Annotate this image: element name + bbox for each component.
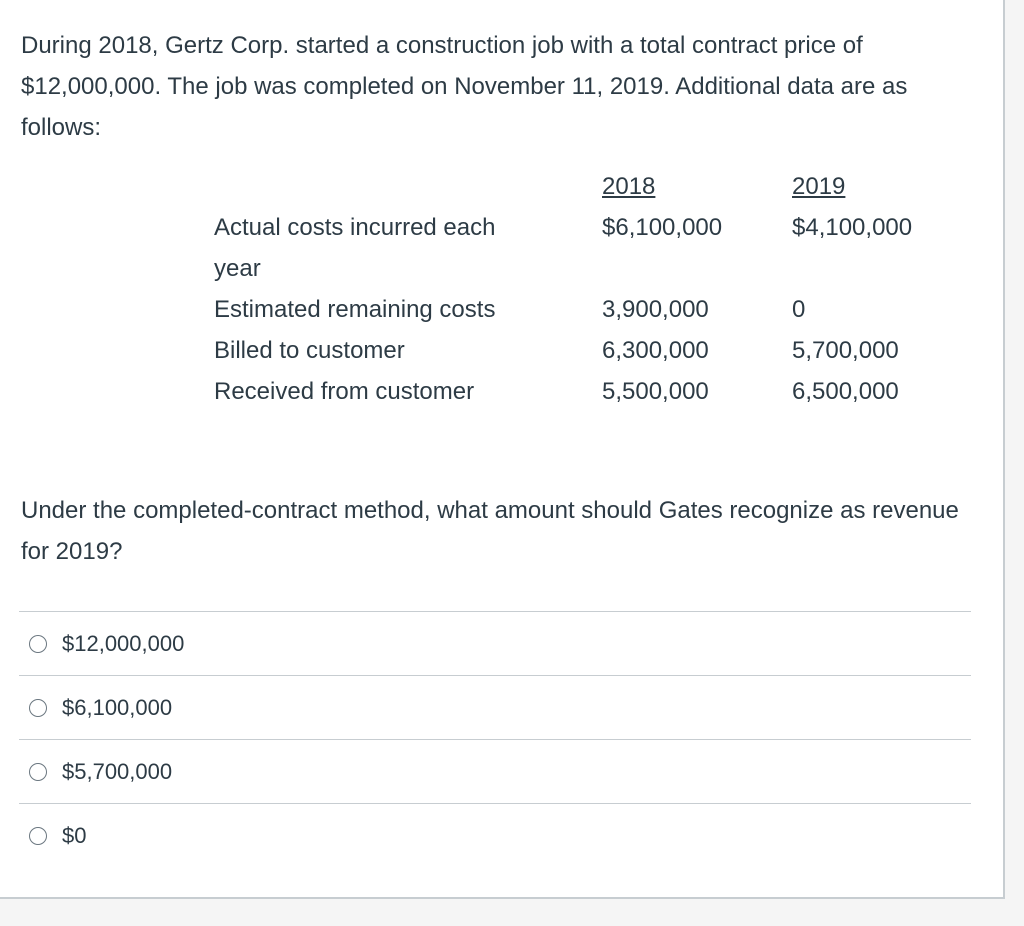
value-2018: 5,500,000 xyxy=(602,378,709,405)
header-2018: 2018 xyxy=(602,173,656,200)
radio-button[interactable] xyxy=(29,763,47,781)
answer-label[interactable]: $6,100,000 xyxy=(62,694,173,720)
data-table xyxy=(208,166,952,412)
answer-list xyxy=(19,611,971,867)
row-label: Billed to customer xyxy=(214,337,405,364)
header-2019: 2019 xyxy=(792,173,846,200)
value-2018: 6,300,000 xyxy=(602,337,709,364)
value-2019: 0 xyxy=(792,296,806,323)
value-2019: 6,500,000 xyxy=(792,378,899,405)
radio-button[interactable] xyxy=(29,699,47,717)
answer-label[interactable]: $5,700,000 xyxy=(62,758,173,784)
answer-option[interactable] xyxy=(19,740,971,804)
answer-label[interactable]: $12,000,000 xyxy=(62,630,185,656)
value-2018: 3,900,000 xyxy=(602,296,709,323)
table-row xyxy=(208,371,952,412)
radio-button[interactable] xyxy=(29,827,47,845)
answer-option[interactable] xyxy=(19,804,971,867)
table-row xyxy=(208,330,952,371)
table-row xyxy=(208,289,952,330)
table-row xyxy=(208,207,952,289)
value-2019: $4,100,000 xyxy=(792,214,913,241)
question-intro: During 2018, Gertz Corp. started a construction job with a total contract price of $12,000,000. The job was completed on November 11, 2019. Additional data are as follows: xyxy=(21,32,908,141)
value-2019: 5,700,000 xyxy=(792,337,899,364)
header-blank xyxy=(208,166,602,207)
row-label: Actual costs incurred each year xyxy=(214,214,496,282)
answer-label[interactable]: $0 xyxy=(62,822,87,848)
answer-option[interactable] xyxy=(19,676,971,740)
row-label: Estimated remaining costs xyxy=(214,296,496,323)
row-label: Received from customer xyxy=(214,378,475,405)
table-header-row xyxy=(208,166,952,207)
radio-button[interactable] xyxy=(29,635,47,653)
question-prompt: Under the completed-contract method, what amount should Gates recognize as revenue for 2019? xyxy=(21,497,959,565)
answer-option[interactable] xyxy=(19,612,971,676)
value-2018: $6,100,000 xyxy=(602,214,723,241)
